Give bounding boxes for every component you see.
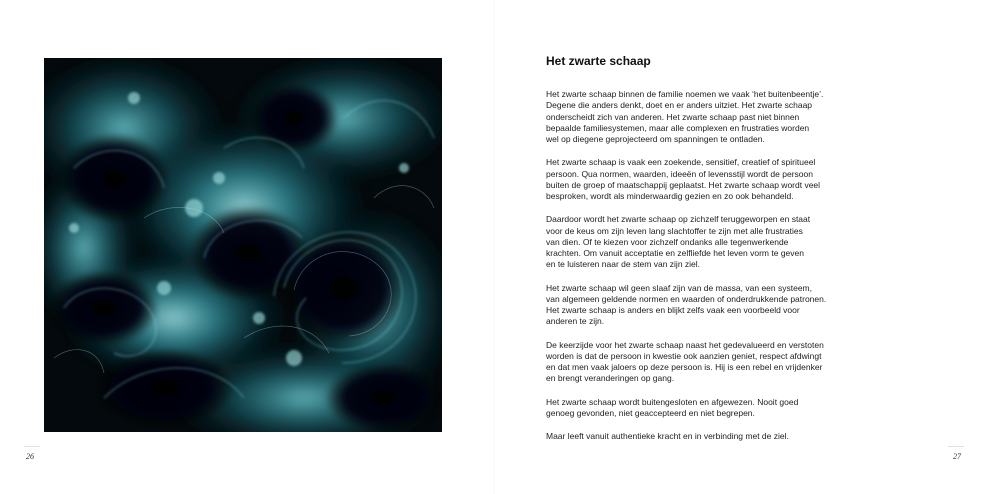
text-line: van algemeen geldende normen en waarden of onderdrukkende patronen. <box>546 293 827 304</box>
text-line: Het zwarte schaap wordt buitengesloten en afgewezen. Nooit goed <box>546 396 799 407</box>
text-line: De keerzijde voor het zwarte schaap naast het gedevalueerd en verstoten <box>546 339 824 350</box>
text-line: Daardoor wordt het zwarte schaap op zichzelf teruggeworpen en staat <box>546 214 811 225</box>
text-line: en brengt veranderingen op gang. <box>546 373 675 384</box>
text-line: anderen te zijn. <box>546 316 605 327</box>
page-number-right: 27 <box>953 452 961 461</box>
text-line: voor de keus om zijn leven lang slachtoffer te zijn met alle frustraties <box>546 225 803 236</box>
paragraph <box>546 340 864 385</box>
paragraph <box>546 89 864 145</box>
text-line: Het zwarte schaap is vaak een zoekende, sensitief, creatief of spiritueel <box>546 157 816 168</box>
folio-rule-left <box>24 446 40 447</box>
paragraph <box>546 157 864 202</box>
text-line: onderscheidt zich van anderen. Het zwarte schaap past niet binnen <box>546 111 800 122</box>
text-line: Het zwarte schaap wil geen slaaf zijn van de massa, van een systeem, <box>546 282 812 293</box>
text-line: krachten. Om vanuit acceptatie en zelfliefde het leven vorm te geven <box>546 248 804 258</box>
text-line: persoon. Qua normen, waarden, ideeën of levensstijl wordt de persoon <box>546 168 813 179</box>
paragraph <box>546 431 864 442</box>
chapter-title: Het zwarte schaap <box>546 54 651 68</box>
fractal-artwork-image <box>44 58 442 432</box>
text-line: Degene die anders denkt, doet en er anders uitziet. Het zwarte schaap <box>546 100 813 111</box>
body-text <box>546 89 864 454</box>
text-line: Het zwarte schaap is anders en blijkt zelfs vaak een voorbeeld voor <box>546 305 800 315</box>
text-line: genoeg gevonden, niet geaccepteerd en niet begrepen. <box>546 407 755 418</box>
page-number-left: 26 <box>26 452 34 461</box>
paragraph <box>546 214 864 270</box>
paragraph <box>546 283 864 328</box>
paragraph <box>546 397 864 420</box>
fractal-image <box>44 58 442 432</box>
text-line: en te luisteren naar de stem van zijn ziel. <box>546 259 701 270</box>
folio-rule-right <box>948 446 964 447</box>
text-line: buiten de groep of maatschappij geplaatst. Het zwarte schaap wordt veel <box>546 179 821 190</box>
text-line: wel op diegene geprojecteerd om spanningen te ontladen. <box>546 134 765 144</box>
text-line: besproken, wordt als minderwaardig gezien en zo ook behandeld. <box>546 191 794 201</box>
text-line: en dat men vaak jaloers op deze persoon is. Hij is een rebel en vrijdenker <box>546 362 823 372</box>
text-line: bepaalde familiesystemen, maar alle complexen en frustraties worden <box>546 122 810 133</box>
text-line: Maar leeft vanuit authentieke kracht en in verbinding met de ziel. <box>546 431 789 441</box>
text-line: worden is dat de persoon in kwestie ook aanzien geniet, respect afdwingt <box>546 350 822 361</box>
text-line: van dien. Of te kiezen voor zichzelf ondanks alle tegenwerkende <box>546 236 789 247</box>
page-gutter <box>493 0 495 494</box>
text-line: Het zwarte schaap binnen de familie noemen we vaak ‘het buitenbeentje’. <box>546 89 824 99</box>
